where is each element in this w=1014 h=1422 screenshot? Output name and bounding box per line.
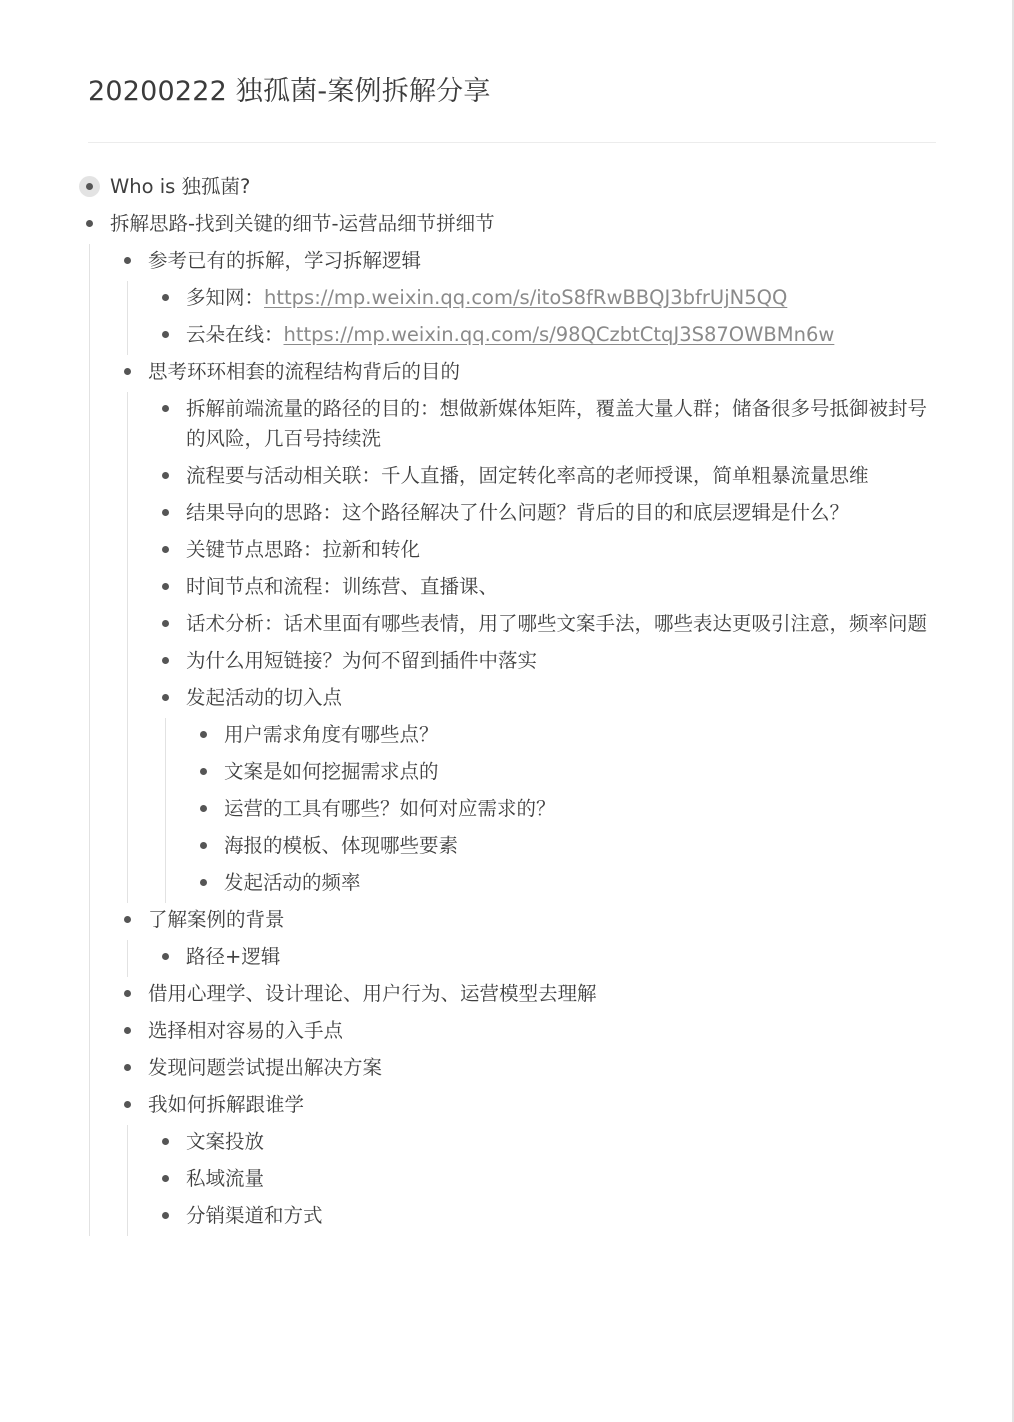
outline-item-text[interactable]: 拆解前端流量的路径的目的：想做新媒体矩阵，覆盖大量人群；储备很多号抵御被封号的风险，几百号持续洗 — [186, 397, 928, 450]
external-link[interactable]: https://mp.weixin.qq.com/s/98QCzbtCtqJ3S87OWBMn6w — [283, 323, 835, 346]
outline-item-text[interactable]: 时间节点和流程：训练营、直播课、 — [186, 575, 499, 598]
bullet-dot-icon[interactable] — [190, 757, 216, 787]
outline-item-text[interactable]: 私域流量 — [186, 1167, 265, 1190]
outline-item-text[interactable] — [178, 283, 936, 313]
outline-item — [152, 1199, 936, 1236]
outline-item-text[interactable]: 话术分析：话术里面有哪些表情，用了哪些文案手法，哪些表达更吸引注意，频率问题 — [186, 612, 928, 635]
outline-item — [190, 829, 936, 866]
outline-item — [152, 1162, 936, 1199]
outline-item-text[interactable]: 参考已有的拆解，学习拆解逻辑 — [148, 249, 422, 272]
bullet-dot-icon[interactable] — [152, 498, 178, 528]
outline-item-text[interactable]: 海报的模板、体现哪些要素 — [224, 834, 459, 857]
bullet-dot-icon[interactable] — [152, 1201, 178, 1231]
bullet-dot-icon[interactable] — [152, 1164, 178, 1194]
link-label: 云朵在线： — [186, 323, 284, 346]
bullet-dot-icon[interactable] — [152, 942, 178, 972]
outline-item-text[interactable]: 结果导向的思路：这个路径解决了什么问题？背后的目的和底层逻辑是什么？ — [186, 501, 850, 524]
outline-item-text[interactable]: 文案投放 — [186, 1130, 265, 1153]
outline-item — [152, 940, 936, 977]
link-label: 多知网： — [186, 286, 265, 309]
outline-item — [152, 607, 936, 644]
bullet-dot-icon[interactable] — [152, 320, 178, 350]
outline-item-text[interactable]: 文案是如何挖掘需求点的 — [224, 760, 439, 783]
outline-item-text[interactable]: 发起活动的频率 — [224, 871, 361, 894]
outline-item — [190, 755, 936, 792]
bullet-dot-icon[interactable] — [152, 572, 178, 602]
outline-item — [152, 496, 936, 533]
outline-item-text[interactable]: 思考环环相套的流程结构背后的目的 — [148, 360, 461, 383]
bullet-dot-icon[interactable] — [76, 209, 102, 239]
outline-item — [114, 244, 936, 355]
outline-item — [152, 681, 936, 903]
bullet-dot-icon[interactable] — [152, 394, 178, 424]
outline-item-text[interactable]: 拆解思路-找到关键的细节-运营品细节拼细节 — [110, 212, 495, 235]
children-group — [127, 281, 936, 355]
title-divider — [88, 142, 936, 143]
outline-tree — [76, 170, 936, 1236]
bullet-dot-icon[interactable] — [190, 720, 216, 750]
bullet-dot-icon[interactable] — [152, 683, 178, 713]
bullet-dot-icon[interactable] — [152, 646, 178, 676]
bullet-dot-icon[interactable] — [114, 905, 140, 935]
bullet-dot-icon[interactable] — [114, 1090, 140, 1120]
external-link[interactable]: https://mp.weixin.qq.com/s/itoS8fRwBBQJ3bfrUjN5QQ — [264, 286, 788, 309]
outline-item-text[interactable]: 分销渠道和方式 — [186, 1204, 323, 1227]
outline-item-text[interactable]: 为什么用短链接？为何不留到插件中落实 — [186, 649, 538, 672]
outline-item — [152, 392, 936, 459]
outline-item — [114, 1088, 936, 1236]
outline-item-text[interactable]: 借用心理学、设计理论、用户行为、运营模型去理解 — [148, 982, 597, 1005]
outline-item — [152, 533, 936, 570]
outline-item — [114, 1014, 936, 1051]
bullet-dot-icon[interactable] — [152, 283, 178, 313]
outline-item — [152, 318, 936, 355]
page-title[interactable]: 20200222 独孤菌-案例拆解分享 — [88, 76, 491, 107]
bullet-dot-icon[interactable] — [190, 794, 216, 824]
bullet-dot-icon[interactable] — [152, 609, 178, 639]
bullet-dot-icon[interactable] — [114, 246, 140, 276]
outline-item — [152, 1125, 936, 1162]
outline-item — [190, 792, 936, 829]
outline-item — [152, 459, 936, 496]
bullet-dot-icon[interactable] — [152, 1127, 178, 1157]
outline-item-text[interactable]: 发起活动的切入点 — [186, 686, 343, 709]
outline-item-text[interactable]: 我如何拆解跟谁学 — [148, 1093, 305, 1116]
bullet-dot-icon[interactable] — [152, 461, 178, 491]
outline-item-text[interactable]: 运营的工具有哪些？如何对应需求的？ — [224, 797, 556, 820]
outline-item — [76, 170, 936, 207]
children-group — [127, 940, 936, 977]
outline-item-text[interactable]: 了解案例的背景 — [148, 908, 285, 931]
bullet-dot-icon[interactable] — [114, 1053, 140, 1083]
children-group — [89, 244, 936, 1236]
outline-item — [114, 977, 936, 1014]
collapsed-bullet-icon[interactable] — [76, 172, 102, 202]
outline-item — [114, 903, 936, 977]
outline-item-text[interactable]: 路径+逻辑 — [186, 945, 281, 968]
outline-item — [114, 355, 936, 903]
bullet-dot-icon[interactable] — [114, 979, 140, 1009]
bullet-dot-icon[interactable] — [114, 357, 140, 387]
outline-item — [152, 644, 936, 681]
outline-item-text[interactable]: 选择相对容易的入手点 — [148, 1019, 344, 1042]
bullet-dot-icon[interactable] — [190, 868, 216, 898]
children-group — [127, 392, 936, 903]
outline-item — [152, 570, 936, 607]
outline-item — [190, 866, 936, 903]
children-group — [127, 1125, 936, 1236]
outline-item — [152, 281, 936, 318]
outline-item-text[interactable]: 流程要与活动相关联：千人直播，固定转化率高的老师授课，简单粗暴流量思维 — [186, 464, 869, 487]
children-group — [165, 718, 936, 903]
outline-item — [76, 207, 936, 1236]
bullet-dot-icon[interactable] — [152, 535, 178, 565]
outline-item-text[interactable]: 用户需求角度有哪些点？ — [224, 723, 439, 746]
outline-item — [114, 1051, 936, 1088]
bullet-dot-icon[interactable] — [114, 1016, 140, 1046]
bullet-dot-icon[interactable] — [190, 831, 216, 861]
outline-item-text[interactable]: 发现问题尝试提出解决方案 — [148, 1056, 383, 1079]
outline-item-text[interactable]: Who is 独孤菌? — [110, 175, 251, 198]
outline-item-text[interactable]: 关键节点思路：拉新和转化 — [186, 538, 421, 561]
outline-item — [190, 718, 936, 755]
outline-item-text[interactable] — [178, 320, 936, 350]
